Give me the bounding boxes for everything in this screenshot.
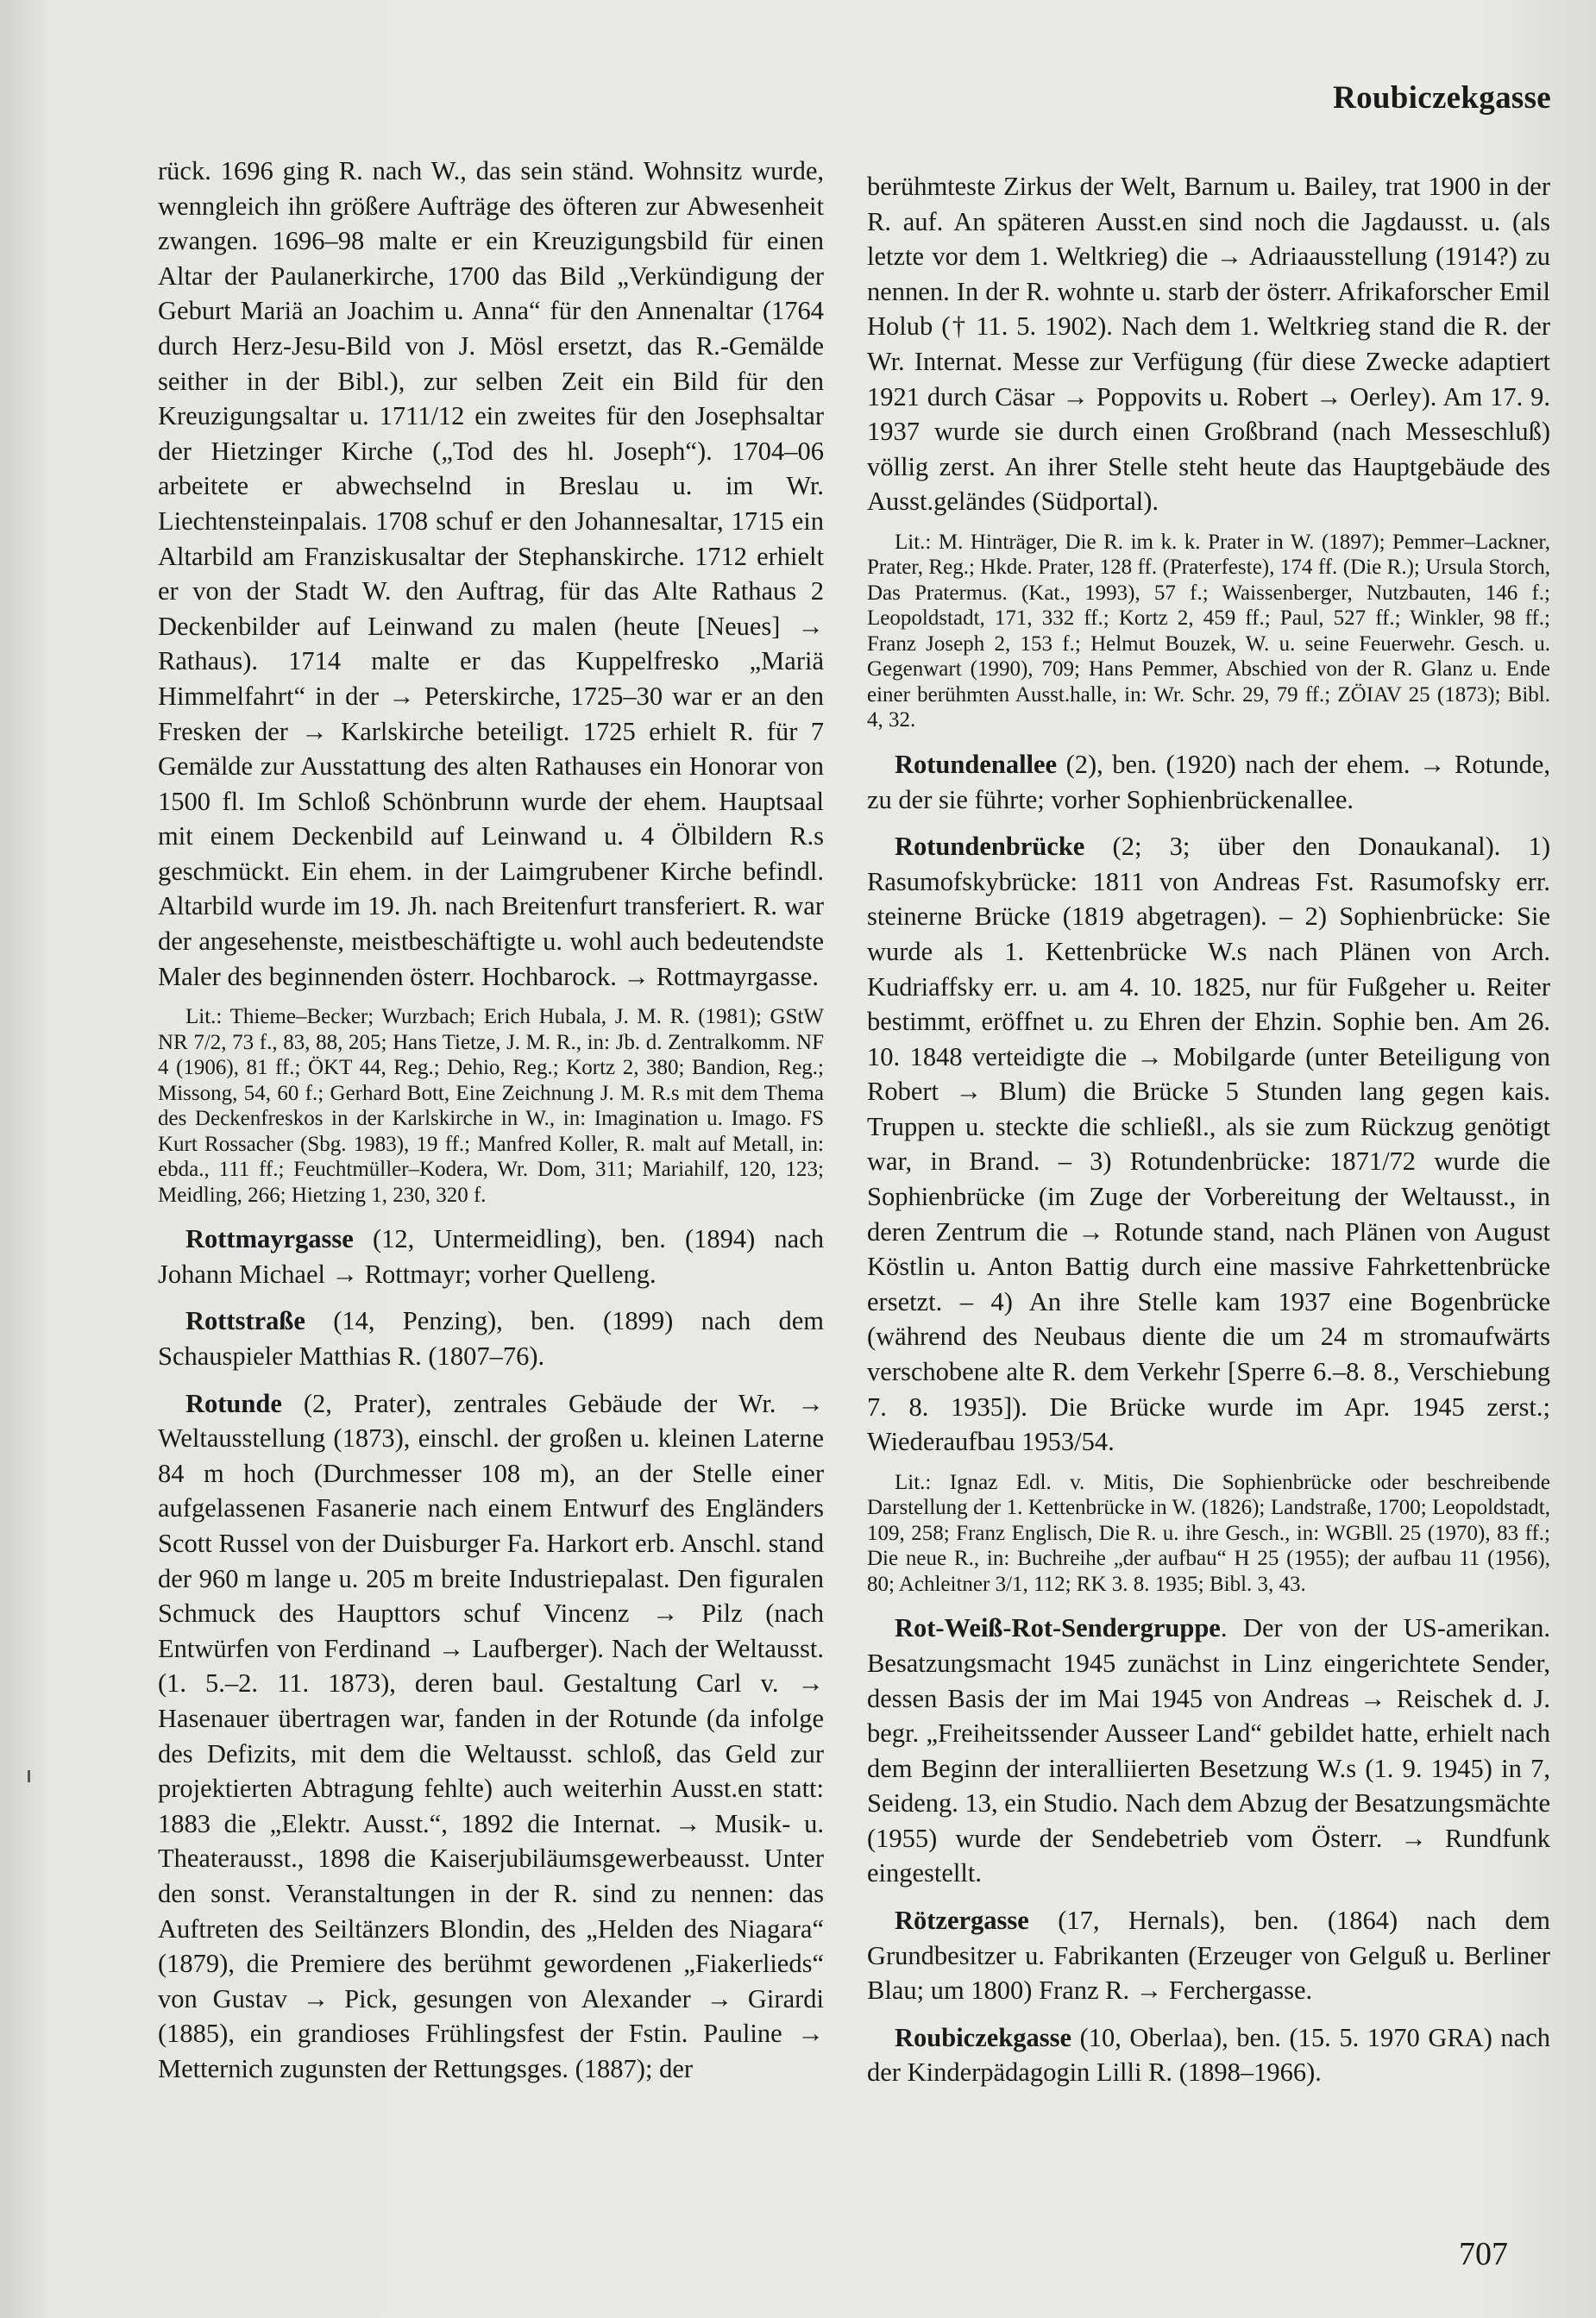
entry-rotundenbruecke	[867, 829, 1550, 1460]
entry-headword: Rotundenbrücke	[895, 832, 1085, 862]
entry-roubiczekgasse	[867, 2020, 1550, 2090]
continued-entry-text: berühmteste Zirkus der Welt, Barnum u. Bailey, trat 1900 in der R. auf. An späteren Ausst.en sind noch die Jagdausst. u. (als letzte vor dem 1. Weltkrieg) die → Adriaausstellung (1914?) zu nennen. In der R. wohnte u. starb der österr. Afrikaforscher Emil Holub († 11. 5. 1902). Nach dem 1. Weltkrieg stand die R. der Wr. Internat. Messe zur Verfügung (für diese Zwecke adaptiert 1921 durch Cäsar → Poppovits u. Robert → Oerley). Am 17. 9. 1937 wurde sie durch einen Großbrand (nach Messeschluß) völlig zerst. An ihrer Stelle steht heute das Hauptgebäude des Ausst.geländes (Südportal).	[867, 172, 1550, 517]
literature-note: Lit.: Ignaz Edl. v. Mitis, Die Sophienbrücke oder beschreibende Darstellung der 1. Kettenbrücke in W. (1826); Landstraße, 1700; Leopoldstadt, 109, 258; Franz Englisch, Die R. u. ihre Gesch., in: WGBll. 25 (1970), 83 ff.; Die neue R., in: Buchreihe „der aufbau“ H 25 (1955); der aufbau 11 (1956), 80; Achleitner 3/1, 112; RK 3. 8. 1935; Bibl. 3, 43.	[867, 1470, 1550, 1596]
left-column	[158, 154, 824, 2087]
entry-rottstrasse	[158, 1303, 824, 1373]
continued-entry-text: rück. 1696 ging R. nach W., das sein ständ. Wohnsitz wurde, wenngleich ihn größere Aufträge des öfteren zur Abwesenheit zwangen. 1696–98 malte er ein Kreuzigungsbild für einen Altar der Paulanerkirche, 1700 das Bild „Verkündigung der Geburt Mariä an Joachim u. Anna“ für den Annenaltar (1764 durch Herz-Jesu-Bild von J. Mösl ersetzt, das R.-Gemälde seither in der Bibl.), zur selben Zeit ein Bild für den Kreuzigungsaltar u. 1711/12 ein zweites für den Josephsaltar der Hietzinger Kirche („Tod des hl. Joseph“). 1704–06 arbeitete er abwechselnd in Breslau u. im Wr. Liechtensteinpalais. 1708 schuf er den Johannesaltar, 1715 ein Altarbild am Franziskusaltar der Stephanskirche. 1712 erhielt er von der Stadt W. den Auftrag, für das Alte Rathaus 2 Deckenbilder auf Leinwand zu malen (heute [Neues] → Rathaus). 1714 malte er das Kuppelfresko „Mariä Himmelfahrt“ in der → Peterskirche, 1725–30 war er an den Fresken der → Karlskirche beteiligt. 1725 erhielt R. für 7 Gemälde zur Ausstattung des alten Rathauses ein Honorar von 1500 fl. Im Schloß Schönbrunn wurde der ehem. Hauptsaal mit einem Deckenbild auf Leinwand u. 4 Ölbildern R.s geschmückt. Ein ehem. in der Laimgrubener Kirche befindl. Altarbild wurde im 19. Jh. nach Breitenfurt transferiert. R. war der angesehenste, meistbeschäftigte u. wohl auch bedeutendste Maler des beginnenden österr. Hochbarock. → Rottmayrgasse.	[158, 156, 824, 991]
entry-rotunde	[158, 1386, 824, 2087]
entry-headword: Rötzergasse	[895, 1906, 1029, 1936]
entry-body: (14, Penzing), ben. (1899) nach dem Schauspieler Matthias R. (1807–76).	[158, 1306, 824, 1372]
entry-headword: Rot-Weiß-Rot-Sendergruppe	[895, 1613, 1221, 1643]
right-column	[867, 169, 1550, 2090]
entry-rottmayrgasse	[158, 1222, 824, 1291]
entry-body: (2, Prater), zentrales Gebäude der Wr. → Weltausstellung (1873), einschl. der großen u. kleinen Laterne 84 m hoch (Durchmesser 108 m), an der Stelle einer aufgelassenen Fasanerie nach einem Entwurf des Engländers Scott Russel von der Duisburger Fa. Harkort erb. Anschl. stand der 960 m lange u. 205 m breite Industriepalast. Den figuralen Schmuck des Haupttors schuf Vincenz → Pilz (nach Entwürfen von Ferdinand → Laufberger). Nach der Weltausst. (1. 5.–2. 11. 1873), deren baul. Gestaltung Carl v. → Hasenauer übertragen war, fanden in der Rotunde (da infolge des Defizits, mit dem die Weltausst. schloß, das Geld zur projektierten Abtragung fehlte) auch weiterhin Ausst.en statt: 1883 die „Elektr. Ausst.“, 1892 die Internat. → Musik- u. Theaterausst., 1898 die Kaiserjubiläumsgewerbeausst. Unter den sonst. Veranstaltungen in der R. sind zu nennen: das Auftreten des Seiltänzers Blondin, des „Helden des Niagara“ (1879), die Premiere des berühmt gewordenen „Fiakerlieds“ von Gustav → Pick, gesungen von Alexander → Girardi (1885), ein grandioses Frühlingsfest der Fstin. Pauline → Metternich zugunsten der Rettungsges. (1887); der	[158, 1388, 824, 2083]
entry-body: (2; 3; über den Donaukanal). 1) Rasumofskybrücke: 1811 von Andreas Fst. Rasumofsky err. steinerne Brücke (1819 abgetragen). – 2) Sophienbrücke: Sie wurde als 1. Kettenbrücke W.s nach Plänen von Arch. Kudriaffsky err. u. am 4. 10. 1825, nur für Fußgeher u. Reiter bestimmt, eröffnet u. zu Ehren der Ehzin. Sophie ben. Am 26. 10. 1848 verteidigte die → Mobilgarde (unter Beteiligung von Robert → Blum) die Brücke 5 Stunden lang gegen kais. Truppen u. steckte die schließl., als sie zum Rückzug genötigt war, in Brand. – 3) Rotundenbrücke: 1871/72 wurde die Sophienbrücke (im Zuge der Vorbereitung der Weltausst., in deren Zentrum die → Rotunde stand, nach Plänen von August Köstlin u. Anton Battig durch eine massive Fahrkettenbrücke ersetzt. – 4) An ihre Stelle kam 1937 eine Bogenbrücke (während des Neubaus diente die um 24 m stromaufwärts verschobene alte R. dem Verkehr [Sperre 6.–8. 8., Verschiebung 7. 8. 1935]). Die Brücke wurde im Apr. 1945 zerst.; Wiederaufbau 1953/54.	[867, 832, 1550, 1457]
margin-mark	[28, 1770, 30, 1782]
literature-note: Lit.: Thieme–Becker; Wurzbach; Erich Hubala, J. M. R. (1981); GStW NR 7/2, 73 f., 83, 88, 205; Hans Tietze, J. M. R., in: Jb. d. Zentralkomm. NF 4 (1906), 81 ff.; ÖKT 44, Reg.; Dehio, Reg.; Kortz 2, 380; Bandion, Reg.; Missong, 54, 60 f.; Gerhard Bott, Eine Zeichnung J. M. R.s mit dem Thema des Deckenfreskos in der Karlskirche in W., in: Imagination u. Imago. FS Kurt Rossacher (Sbg. 1983), 19 ff.; Manfred Koller, R. malt auf Metall, in: ebda., 111 ff.; Feuchtmüller–Kodera, Wr. Dom, 311; Mariahilf, 120, 123; Meidling, 266; Hietzing 1, 230, 320 f.	[158, 1005, 824, 1207]
entry-body: . Der von der US-amerikan. Besatzungsmacht 1945 zunächst in Linz eingerichtete Sender, dessen Basis der im Mai 1945 von Andreas → Reischek d. J. begr. „Freiheitssender Ausseer Land“ gebildet hatte, erhielt nach dem Beginn der interalliierten Besetzung W.s (1. 9. 1945) in 7, Seideng. 13, ein Studio. Nach dem Abzug der Besatzungsmächte (1955) wurde der Sendebetrieb vom Österr. → Rundfunk eingestellt.	[867, 1613, 1550, 1888]
entry-headword: Rotundenallee	[895, 749, 1058, 779]
page-number: 707	[1459, 2236, 1508, 2272]
entry-headword: Roubiczekgasse	[895, 2022, 1072, 2052]
literature-note: Lit.: M. Hinträger, Die R. im k. k. Prater in W. (1897); Pemmer–Lackner, Prater, Reg.; Hkde. Prater, 128 ff. (Praterfeste), 174 ff. (Die R.); Ursula Storch, Das Pratermus. (Kat., 1993), 57 f.; Waissenberger, Nutzbauten, 146 f.; Leopoldstadt, 171, 332 ff.; Kortz 2, 459 ff.; Paul, 527 ff.; Winkler, 98 ff.; Franz Joseph 2, 153 f.; Helmut Bouzek, W. u. seine Feuerwehr. Gesch. u. Gegenwart (1990), 709; Hans Pemmer, Abschied von der R. Glanz u. Ende einer berühmten Ausst.halle, in: Wr. Schr. 29, 79 ff.; ZÖIAV 25 (1873); Bibl. 4, 32.	[867, 530, 1550, 732]
entry-headword: Rottstraße	[185, 1306, 305, 1336]
entry-headword: Rottmayrgasse	[185, 1224, 354, 1254]
entry-body: (12, Untermeidling), ben. (1894) nach Johann Michael → Rottmayr; vorher Quelleng.	[158, 1224, 824, 1289]
entry-body: (2), ben. (1920) nach der ehem. → Rotunde, zu der sie führte; vorher Sophienbrückenallee.	[867, 749, 1550, 814]
entry-roetzergasse	[867, 1903, 1550, 2008]
running-head: Roubiczekgasse	[1333, 80, 1551, 116]
entry-body: (17, Hernals), ben. (1864) nach dem Grundbesitzer u. Fabrikanten (Erzeuger von Gelguß u. Berliner Blau; um 1800) Franz R. → Ferchergasse.	[867, 1906, 1550, 2006]
entry-rot-weiss-rot-sendergruppe	[867, 1611, 1550, 1891]
entry-body: (10, Oberlaa), ben. (15. 5. 1970 GRA) nach der Kinderpädagogin Lilli R. (1898–1966).	[867, 2022, 1550, 2088]
entry-headword: Rotunde	[185, 1388, 282, 1418]
entry-rotundenallee	[867, 747, 1550, 817]
